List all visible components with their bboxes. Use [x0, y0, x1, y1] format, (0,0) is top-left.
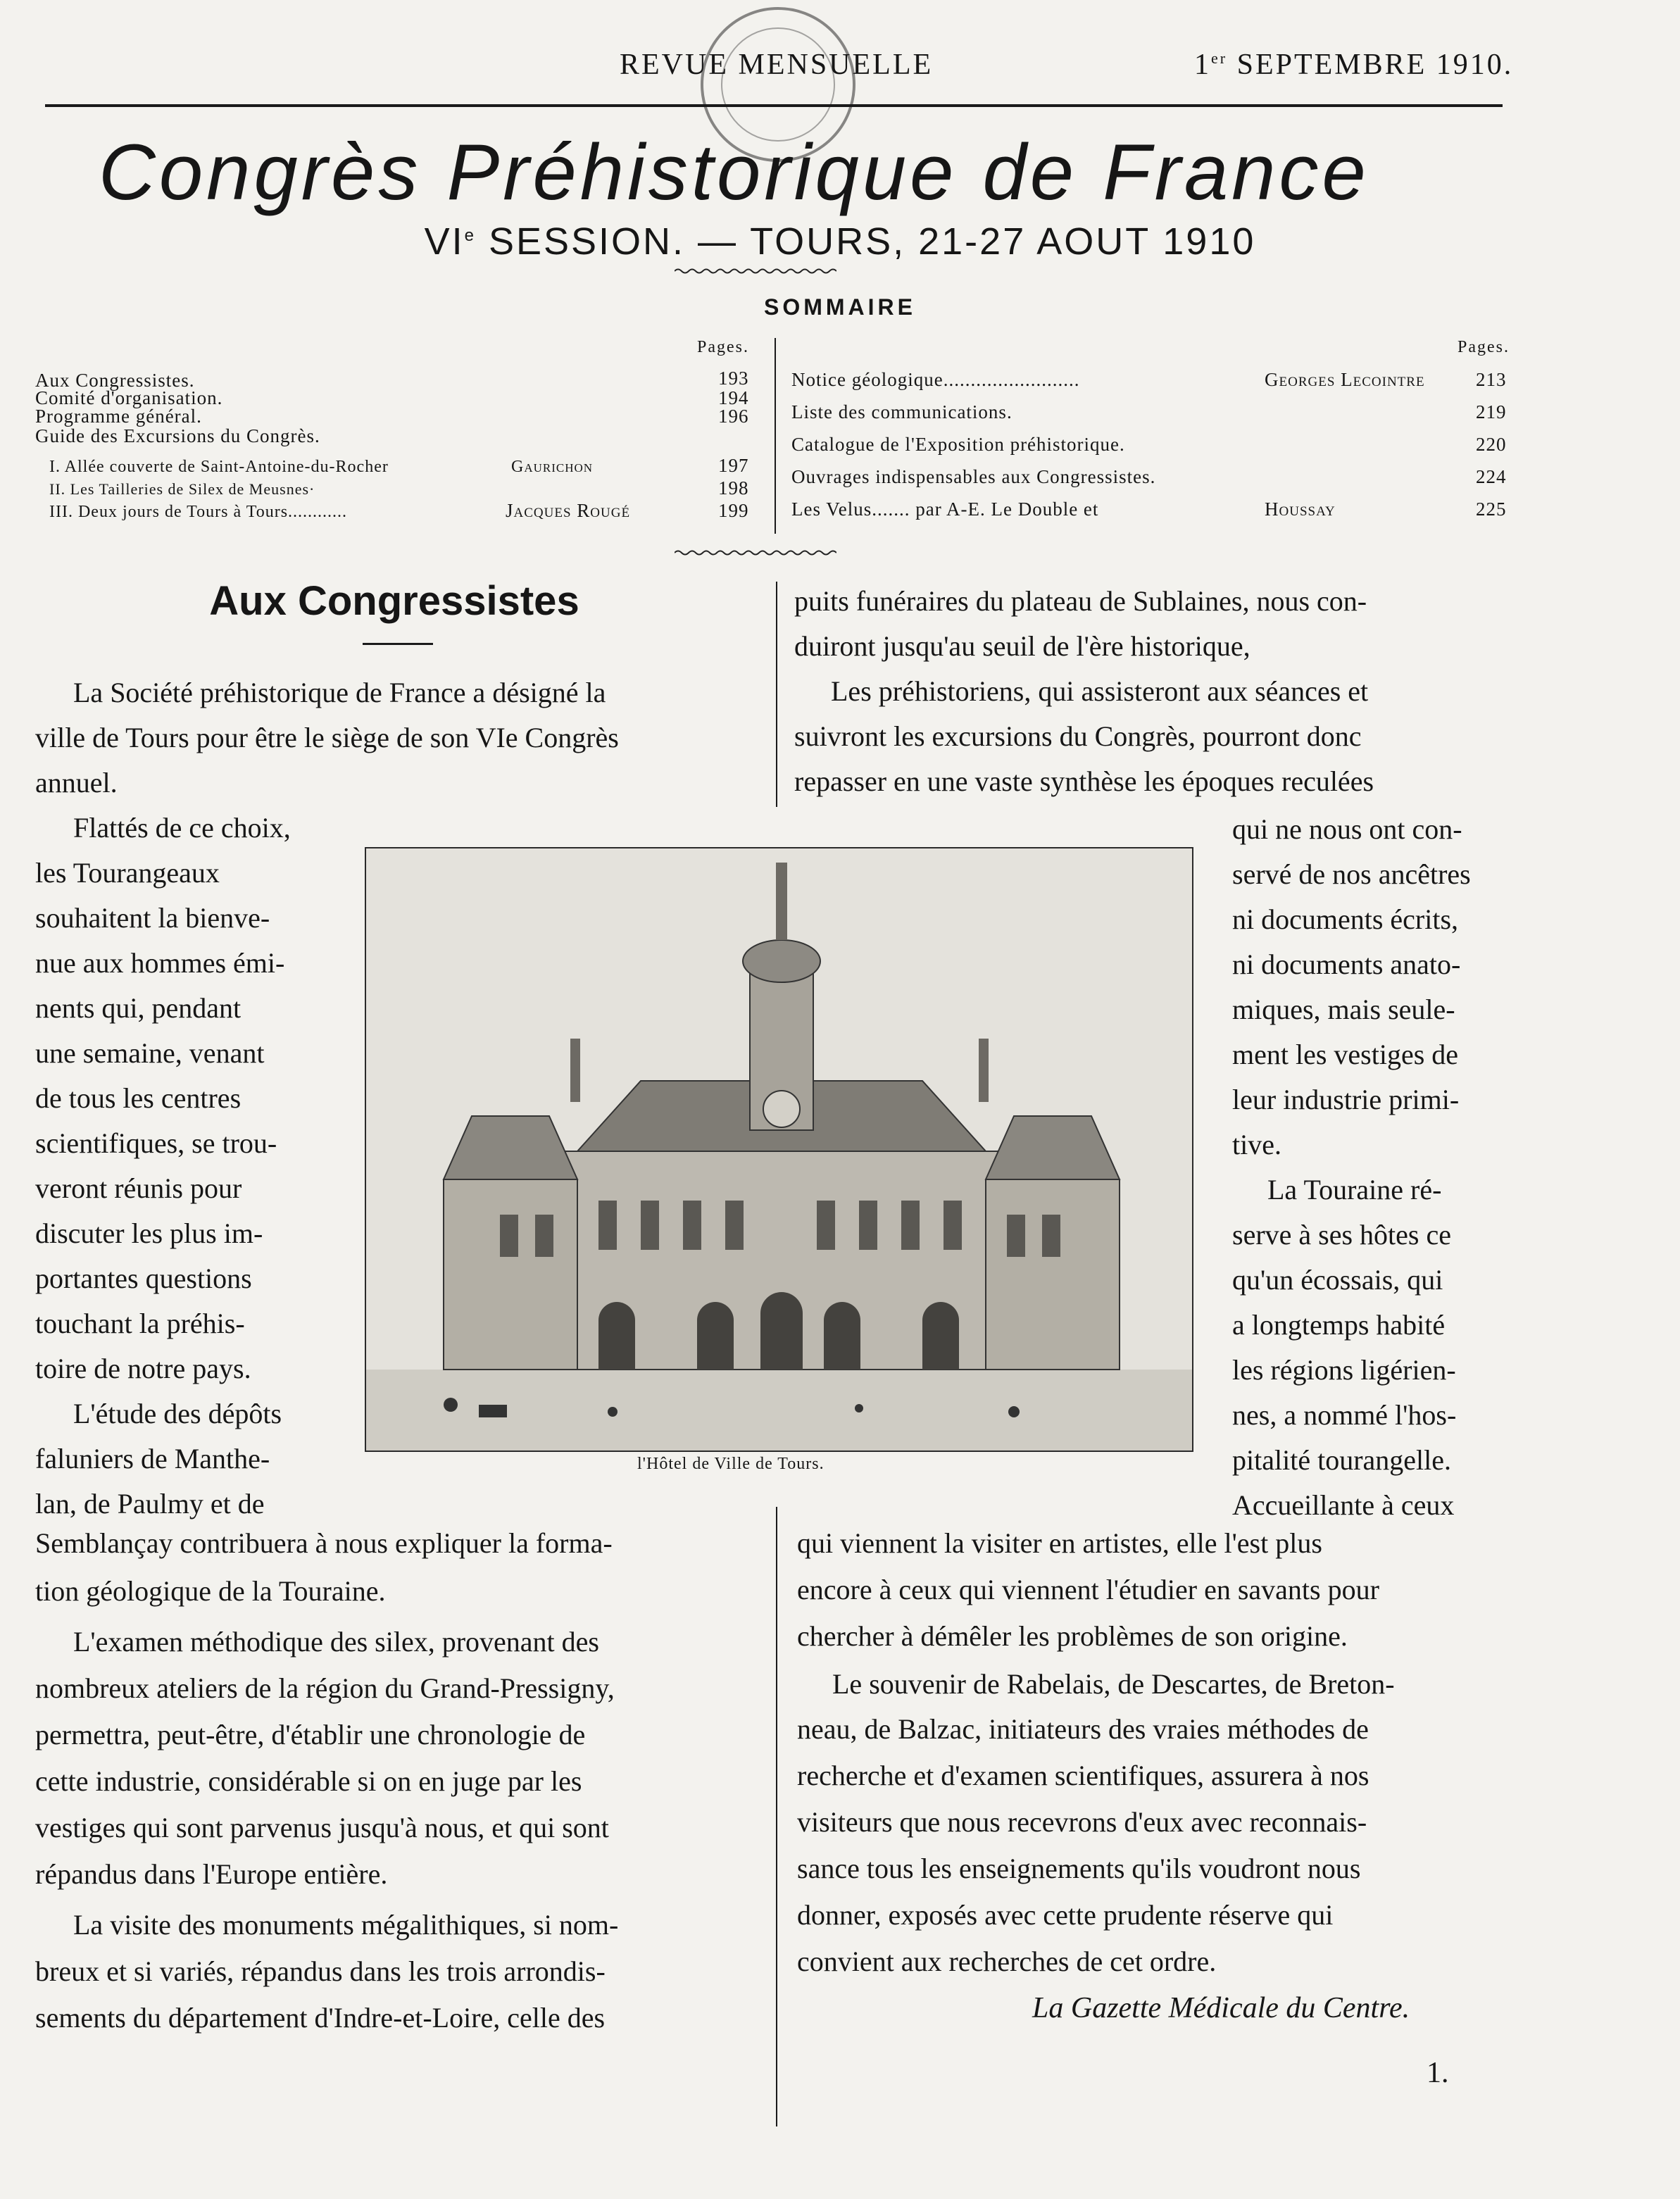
text-line: nents qui, pendant: [35, 992, 242, 1024]
building-illustration: [366, 848, 1192, 1451]
text-line: toire de notre pays.: [35, 1353, 251, 1384]
column-divider: [776, 1507, 777, 2126]
text-line: Le souvenir de Rabelais, de Descartes, de Breton-: [832, 1668, 1395, 1700]
text-line: les Tourangeaux: [35, 857, 220, 889]
text-line: recherche et d'examen scientifiques, assurera à nos: [797, 1760, 1369, 1791]
toc-author: Gaurichon: [511, 458, 594, 476]
text-line: Accueillante à ceux: [1232, 1489, 1455, 1521]
column-divider: [776, 582, 777, 807]
text-line: une semaine, venant: [35, 1037, 265, 1069]
text-line: pitalité tourangelle.: [1232, 1444, 1451, 1476]
text-line: ni documents anato-: [1232, 948, 1461, 980]
text-line: qui ne nous ont con-: [1232, 813, 1462, 845]
text-line: qu'un écossais, qui: [1232, 1264, 1443, 1296]
date-day: 1: [1194, 49, 1211, 81]
toc-entry[interactable]: [49, 503, 347, 522]
text-line: La Société préhistorique de France a désigné la: [73, 677, 606, 708]
text-line: Semblançay contribuera à nous expliquer la forma-: [35, 1527, 613, 1559]
text-line: Les préhistoriens, qui assisteront aux séances et: [831, 675, 1369, 707]
toc-author: Jacques Rougé: [506, 500, 631, 521]
text-line: veront réunis pour: [35, 1172, 242, 1204]
ornament-wave-top: [675, 268, 836, 275]
toc-page: 197: [718, 455, 749, 476]
text-line: encore à ceux qui viennent l'étudier en savants pour: [797, 1574, 1379, 1605]
toc-title: Catalogue de l'Exposition préhistorique.: [791, 434, 1125, 455]
text-line: visiteurs que nous recevrons d'eux avec reconnais-: [797, 1806, 1367, 1838]
text-line: miques, mais seule-: [1232, 994, 1455, 1025]
hotel-de-ville-engraving: [365, 847, 1193, 1452]
toc-page: 193: [718, 368, 749, 389]
text-line: ni documents écrits,: [1232, 903, 1459, 935]
toc-divider: [775, 338, 776, 534]
text-line: sance tous les enseignements qu'ils voudront nous: [797, 1853, 1361, 1884]
toc-page: 199: [718, 500, 749, 521]
toc-page: 198: [718, 477, 749, 499]
toc-entry[interactable]: [791, 434, 1125, 456]
toc-page: 224: [1476, 466, 1507, 487]
pages-label: Pages.: [1458, 338, 1510, 356]
toc-entry[interactable]: [35, 406, 202, 427]
date-day-sup: er: [1211, 49, 1228, 67]
toc-entry[interactable]: [35, 425, 320, 447]
toc-title: II. Les Tailleries de Silex de Meusnes·: [49, 480, 315, 498]
text-line: donner, exposés avec cette prudente réserve qui: [797, 1899, 1334, 1931]
toc-title: Aux Congressistes.: [35, 370, 195, 391]
text-line: chercher à démêler les problèmes de son origine.: [797, 1620, 1348, 1652]
text-line: de tous les centres: [35, 1082, 242, 1114]
text-line: Flattés de ce choix,: [73, 812, 291, 844]
session-rest: SESSION. — TOURS, 21-27 AOUT 1910: [475, 220, 1256, 263]
text-line: cette industrie, considérable si on en juge par les: [35, 1765, 582, 1797]
toc-entry[interactable]: [791, 499, 1098, 520]
header-rule: [45, 104, 1503, 107]
text-line: La Touraine ré-: [1267, 1174, 1442, 1205]
text-line: neau, de Balzac, initiateurs des vraies méthodes de: [797, 1713, 1369, 1745]
toc-author: Georges Lecointre: [1265, 369, 1425, 390]
toc-title: III. Deux jours de Tours à Tours............: [49, 503, 348, 521]
text-line: servé de nos ancêtres: [1232, 858, 1471, 890]
text-line: lan, de Paulmy et de: [35, 1488, 265, 1520]
text-line: vestiges qui sont parvenus jusqu'à nous, et qui sont: [35, 1812, 609, 1843]
toc-title: Notice géologique.........................: [791, 369, 1080, 390]
toc-page: 225: [1476, 499, 1507, 520]
article-signature: La Gazette Médicale du Centre.: [1032, 1992, 1410, 2024]
toc-author: Houssay: [1265, 499, 1336, 520]
toc-title: I. Allée couverte de Saint-Antoine-du-Rocher: [49, 458, 389, 476]
text-line: sements du département d'Indre-et-Loire, celle des: [35, 2002, 606, 2034]
toc-title: Ouvrages indispensables aux Congressistes.: [791, 466, 1156, 487]
text-line: tive.: [1232, 1129, 1281, 1160]
text-line: portantes questions: [35, 1263, 252, 1294]
page-title: Congrès Préhistorique de France: [99, 128, 1369, 216]
date-text: SEPTEMBRE 1910.: [1236, 49, 1514, 81]
text-line: breux et si variés, répandus dans les trois arrondis-: [35, 1955, 606, 1987]
pages-label: Pages.: [697, 338, 749, 356]
toc-page: 194: [718, 387, 749, 408]
text-line: scientifiques, se trou-: [35, 1127, 277, 1159]
toc-title: Guide des Excursions du Congrès.: [35, 425, 320, 446]
text-line: nombreux ateliers de la région du Grand-Pressigny,: [35, 1672, 615, 1704]
text-line: ment les vestiges de: [1232, 1039, 1459, 1070]
toc-entry[interactable]: [49, 480, 315, 499]
text-line: a longtemps habité: [1232, 1309, 1446, 1341]
toc-title: Programme général.: [35, 406, 202, 427]
text-line: L'examen méthodique des silex, provenant des: [73, 1626, 599, 1658]
heading-rule: [363, 643, 433, 645]
journal-name: REVUE MENSUELLE: [620, 49, 934, 81]
toc-right: [791, 331, 1517, 535]
toc-entry[interactable]: [791, 401, 1013, 423]
text-line: nes, a nommé l'hos-: [1232, 1399, 1457, 1431]
text-line: leur industrie primi-: [1232, 1084, 1460, 1115]
text-line: qui viennent la visiter en artistes, elle l'est plus: [797, 1527, 1322, 1559]
text-line: touchant la préhis-: [35, 1308, 245, 1339]
text-line: convient aux recherches de cet ordre.: [797, 1946, 1217, 1977]
session-num: VI: [424, 220, 465, 263]
toc-page: 213: [1476, 369, 1507, 390]
text-line: permettra, peut-être, d'établir une chronologie de: [35, 1719, 586, 1750]
toc-entry[interactable]: [791, 466, 1155, 488]
ornament-wave-bottom: [675, 549, 836, 556]
text-line: suivront les excursions du Congrès, pourront donc: [794, 720, 1362, 752]
session-sup: e: [464, 226, 476, 245]
text-line: serve à ses hôtes ce: [1232, 1219, 1451, 1251]
text-line: souhaitent la bienve-: [35, 902, 270, 934]
toc-page: 196: [718, 406, 749, 427]
toc-title: Comité d'organisation.: [35, 387, 223, 408]
text-line: répandus dans l'Europe entière.: [35, 1858, 388, 1890]
article-heading: Aux Congressistes: [209, 578, 579, 624]
sommaire-heading: SOMMAIRE: [764, 294, 916, 320]
toc-entry[interactable]: [791, 369, 1079, 391]
text-line: discuter les plus im-: [35, 1217, 263, 1249]
page-number: 1.: [1427, 2057, 1449, 2089]
toc-title: Liste des communications.: [791, 401, 1013, 422]
toc-title: Les Velus....... par A-E. Le Double et: [791, 499, 1099, 520]
toc-left: [35, 331, 760, 535]
text-line: les régions ligérien-: [1232, 1354, 1456, 1386]
text-line: L'étude des dépôts: [73, 1398, 282, 1429]
toc-page: 219: [1476, 401, 1507, 422]
text-line: repasser en une vaste synthèse les époques reculées: [794, 765, 1374, 797]
figure-caption: l'Hôtel de Ville de Tours.: [637, 1455, 825, 1473]
text-line: ville de Tours pour être le siège de son VIe Congrès: [35, 722, 619, 753]
text-line: puits funéraires du plateau de Sublaines, nous con-: [794, 585, 1367, 617]
text-line: La visite des monuments mégalithiques, si nom-: [73, 1909, 619, 1941]
text-line: duiront jusqu'au seuil de l'ère historique,: [794, 630, 1250, 662]
text-line: annuel.: [35, 767, 118, 798]
toc-entry[interactable]: [49, 458, 389, 477]
toc-page: 220: [1476, 434, 1507, 455]
text-line: faluniers de Manthe-: [35, 1443, 270, 1474]
issue-date: [1194, 48, 1513, 82]
session-line: [0, 220, 1680, 263]
text-line: tion géologique de la Touraine.: [35, 1575, 386, 1607]
text-line: nue aux hommes émi-: [35, 947, 285, 979]
